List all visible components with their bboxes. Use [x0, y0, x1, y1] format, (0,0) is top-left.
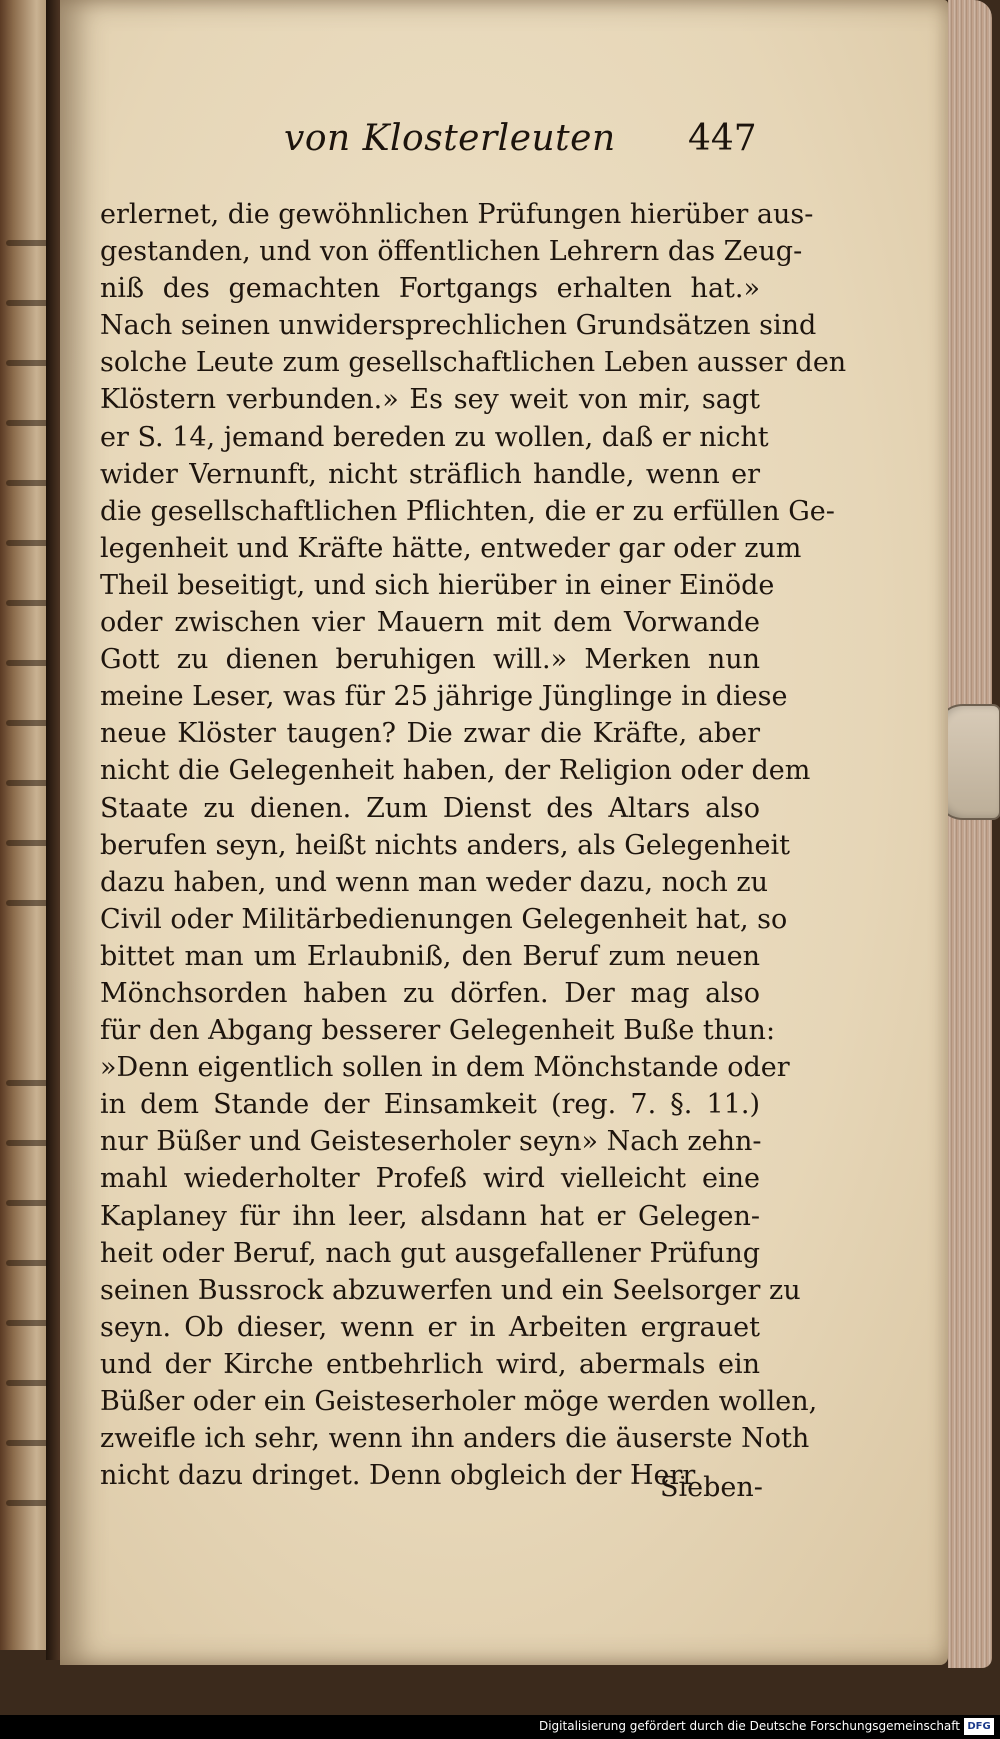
- text-line: Büßer oder ein Geisteserholer möge werden wollen,: [100, 1386, 818, 1417]
- text-line: Staate zu dienen. Zum Dienst des Altars also: [100, 792, 760, 824]
- facing-text-fragment: [6, 300, 50, 306]
- text-line: wider Vernunft, nicht sträflich handle, wenn er: [100, 458, 760, 490]
- facing-text-fragment: [6, 600, 50, 606]
- facing-text-fragment: [6, 900, 50, 906]
- text-line: für den Abgang besserer Gelegenheit Buße thun:: [100, 1015, 776, 1047]
- facing-text-fragment: [6, 1380, 50, 1386]
- text-line: in dem Stande der Einsamkeit (reg. 7. §. 11.): [100, 1089, 760, 1121]
- facing-text-fragment: [6, 1320, 50, 1326]
- text-line: nur Büßer und Geisteserholer seyn» Nach zehn-: [100, 1126, 762, 1158]
- text-line: seyn. Ob dieser, wenn er in Arbeiten ergrauet: [100, 1311, 760, 1343]
- text-line: oder zwischen vier Mauern mit dem Vorwande: [100, 607, 760, 639]
- text-line: »Denn eigentlich sollen in dem Mönchstande oder: [100, 1052, 790, 1084]
- text-line: er S. 14, jemand bereden zu wollen, daß er nicht: [100, 421, 769, 453]
- text-line: solche Leute zum gesellschaftlichen Leben ausser den: [100, 347, 847, 379]
- text-line: berufen seyn, heißt nichts anders, als Gelegenheit: [100, 829, 790, 861]
- text-line: mahl wiederholter Profeß wird vielleicht eine: [100, 1163, 760, 1195]
- text-line: Gott zu dienen beruhigen will.» Merken nun: [100, 644, 760, 676]
- text-line: heit oder Beruf, nach gut ausgefallener Prüfung: [100, 1237, 760, 1269]
- facing-text-fragment: [6, 1260, 50, 1266]
- text-line: und der Kirche entbehrlich wird, abermals ein: [100, 1348, 760, 1380]
- facing-text-fragment: [6, 540, 50, 546]
- text-line: neue Klöster taugen? Die zwar die Kräfte, aber: [100, 718, 760, 750]
- text-line: Theil beseitigt, und sich hierüber in einer Einöde: [100, 569, 775, 601]
- footer-credit: Digitalisierung gefördert durch die Deutsche Forschungsgemeinschaft: [538, 1719, 960, 1733]
- footer-bar: [0, 1715, 1000, 1739]
- facing-text-fragment: [6, 840, 50, 846]
- facing-text-fragment: [6, 1140, 50, 1146]
- page-number: 447: [688, 118, 757, 159]
- catchword: Sieben-: [660, 1472, 763, 1503]
- facing-text-fragment: [6, 360, 50, 366]
- text-line: erlernet, die gewöhnlichen Prüfungen hierüber aus-: [100, 199, 814, 230]
- facing-text-fragment: [6, 1200, 50, 1206]
- text-line: Nach seinen unwidersprechlichen Grundsätzen sind: [100, 310, 817, 342]
- facing-text-fragment: [6, 1440, 50, 1446]
- text-line: die gesellschaftlichen Pflichten, die er zu erfüllen Ge-: [100, 495, 835, 527]
- text-line: bittet man um Erlaubniß, den Beruf zum neuen: [100, 940, 760, 972]
- running-title: von Klosterleuten: [284, 118, 616, 159]
- facing-text-fragment: [6, 240, 50, 246]
- text-line: nicht dazu dringet. Denn obgleich der Herr: [100, 1460, 696, 1492]
- page-edges: [948, 0, 992, 1668]
- text-line: zweifle ich sehr, wenn ihn anders die äuserste Noth: [100, 1423, 810, 1455]
- text-line: meine Leser, was für 25 jährige Jünglinge in diese: [100, 681, 788, 713]
- body-text: [100, 196, 847, 1494]
- text-line: niß des gemachten Fortgangs erhalten hat.»: [100, 273, 760, 305]
- facing-text-fragment: [6, 720, 50, 726]
- facing-text-fragment: [6, 1080, 50, 1086]
- text-line: dazu haben, und wenn man weder dazu, noch zu: [100, 866, 768, 898]
- facing-text-fragment: [6, 660, 50, 666]
- facing-text-fragment: [6, 480, 50, 486]
- text-line: Klöstern verbunden.» Es sey weit von mir, sagt: [100, 384, 760, 416]
- text-line: Civil oder Militärbedienungen Gelegenheit hat, so: [100, 903, 788, 935]
- text-line: Mönchsorden haben zu dörfen. Der mag also: [100, 977, 760, 1009]
- facing-text-fragment: [6, 1500, 50, 1506]
- text-line: Kaplaney für ihn leer, alsdann hat er Gelegen-: [100, 1200, 760, 1232]
- dfg-logo: DFG: [964, 1718, 994, 1735]
- facing-text-fragment: [6, 780, 50, 786]
- facing-text-fragment: [6, 420, 50, 426]
- text-line: legenheit und Kräfte hätte, entweder gar oder zum: [100, 532, 802, 564]
- text-line: gestanden, und von öffentlichen Lehrern das Zeug-: [100, 236, 803, 268]
- facing-page-edge: [0, 0, 52, 1650]
- text-line: nicht die Gelegenheit haben, der Religion oder dem: [100, 755, 811, 787]
- text-line: seinen Bussrock abzuwerfen und ein Seelsorger zu: [100, 1274, 801, 1306]
